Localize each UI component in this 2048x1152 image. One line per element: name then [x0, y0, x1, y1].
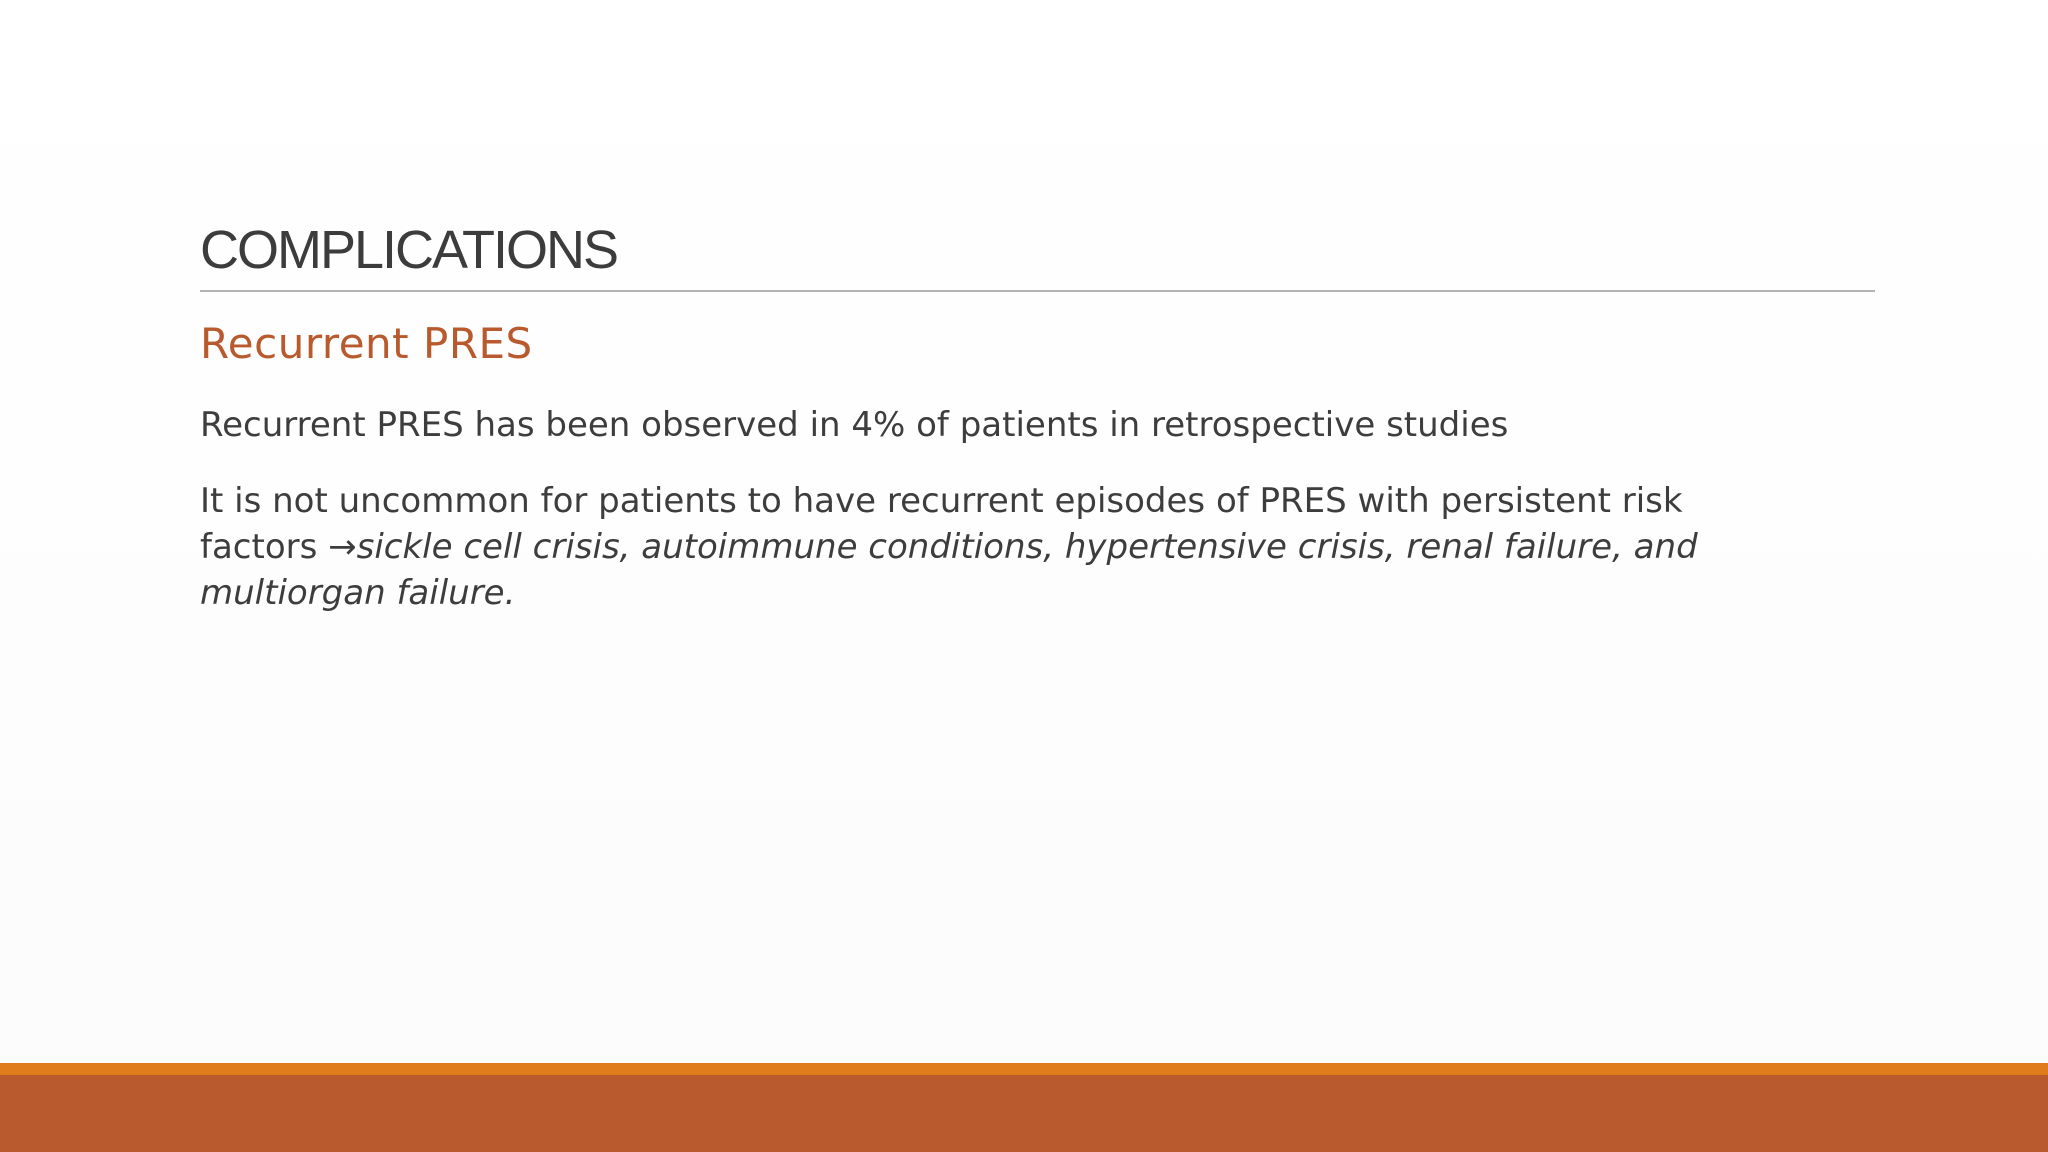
paragraph-recurrence-rate: Recurrent PRES has been observed in 4% of patients in retrospective studies	[200, 405, 1509, 445]
right-arrow-icon: →	[328, 527, 357, 567]
paragraph-risk-factors	[200, 478, 1760, 616]
risk-factors-list: sickle cell crisis, autoimmune conditions, hypertensive crisis, renal failure, and multiorgan failure.	[200, 527, 1698, 613]
slide-title: COMPLICATIONS	[200, 220, 618, 280]
paragraph-risk-factors-lead: It is not uncommon for patients to have recurrent episodes of PRES with persistent risk factors	[200, 481, 1683, 567]
slide-subtitle: Recurrent PRES	[200, 319, 533, 368]
title-divider	[200, 290, 1875, 292]
footer-accent-stripe	[0, 1063, 2048, 1075]
footer-band	[0, 1075, 2048, 1152]
